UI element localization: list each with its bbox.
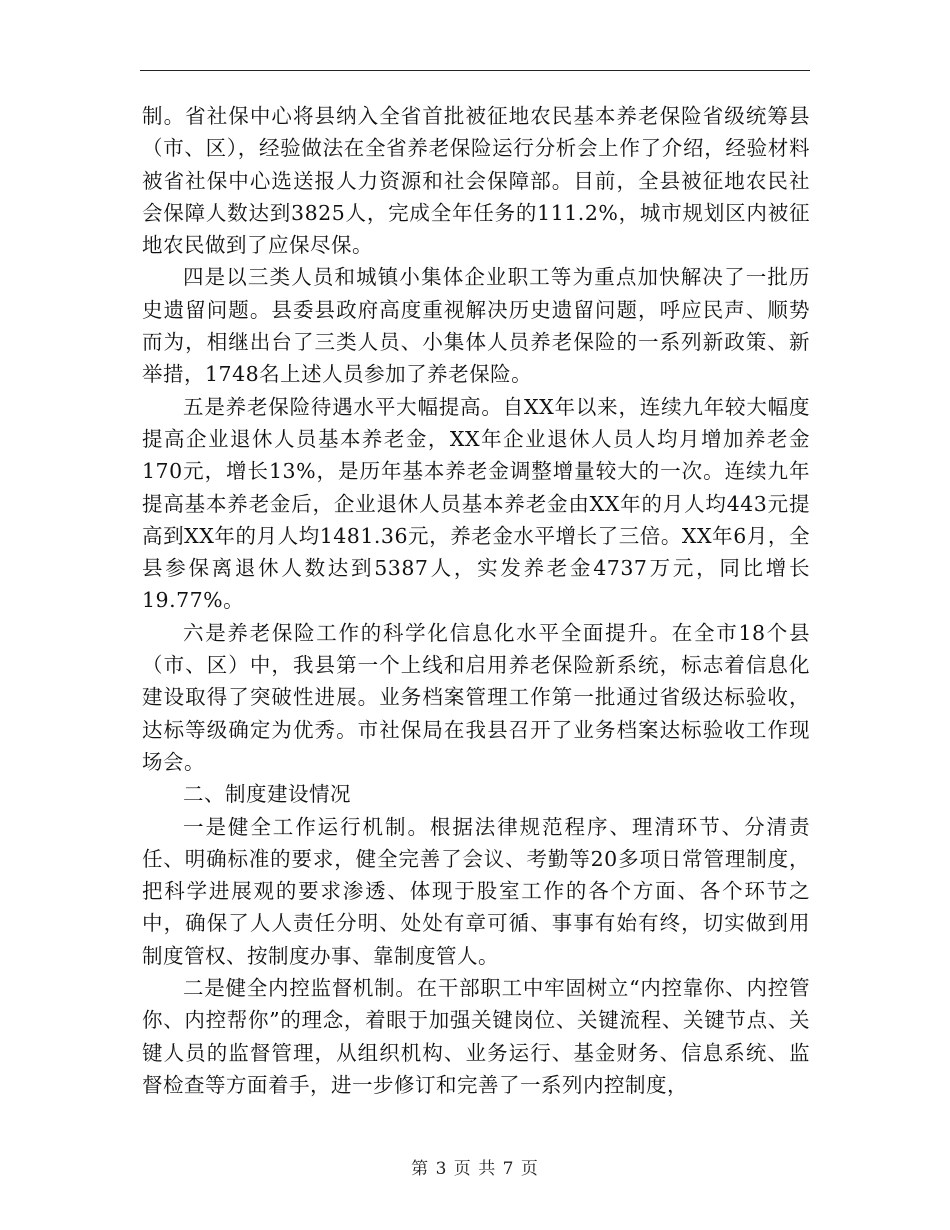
paragraph-1: 制。省社保中心将县纳入全省首批被征地农民基本养老保险省级统筹县（市、区），经验做法在全省养老保险运行分析会上作了介绍，经验材料被省社保中心选送报人力资源和社会保障部。目前，全县被征地农民社会保障人数达到3825人，完成全年任务的111.2%，城市规划区内被征地农民做到了应保尽保。 [142,104,810,258]
paragraph-6: 二是健全内控监督机制。在干部职工中牢固树立“内控靠你、内控管你、内控帮你”的理念，着眼于加强关键岗位、关键流程、关键节点、关键人员的监督管理，从组织机构、业务运行、基金财务、信息系统、监督检查等方面着手，进一步修订和完善了一系列内控制度， [142,976,810,1097]
paragraph-4: 六是养老保险工作的科学化信息化水平全面提升。在全市18个县（市、区）中，我县第一个上线和启用养老保险新系统，标志着信息化建设取得了突破性进展。业务档案管理工作第一批通过省级达标验收，达标等级确定为优秀。市社保局在我县召开了业务档案达标验收工作现场会。 [142,620,810,774]
header-rule [140,70,810,71]
paragraph-3: 五是养老保险待遇水平大幅提高。自XX年以来，连续九年较大幅度提高企业退休人员基本养老金，XX年企业退休人员人均月增加养老金170元，增长13%，是历年基本养老金调整增量较大的一次。连续九年提高基本养老金后，企业退休人员基本养老金由XX年的月人均443元提高到XX年的月人均1481.36元，养老金水平增长了三倍。XX年6月，全县参保离退休人数达到5387人，实发养老金4737万元，同比增长19.77%。 [142,394,810,613]
document-body [142,100,810,1101]
paragraph-2: 四是以三类人员和城镇小集体企业职工等为重点加快解决了一批历史遗留问题。县委县政府高度重视解决历史遗留问题，呼应民声、顺势而为，相继出台了三类人员、小集体人员养老保险的一系列新政策、新举措，1748名上述人员参加了养老保险。 [142,265,810,387]
section-heading: 二、制度建设情况 [183,782,351,807]
page-footer: 第 3 页 共 7 页 [411,1159,539,1179]
paragraph-5: 一是健全工作运行机制。根据法律规范程序、理清环节、分清责任、明确标准的要求，健全完善了会议、考勤等20多项日常管理制度，把科学进展观的要求渗透、体现于股室工作的各个方面、各个环节之中，确保了人人责任分明、处处有章可循、事事有始有终，切实做到用制度管权、按制度办事、靠制度管人。 [142,814,810,968]
